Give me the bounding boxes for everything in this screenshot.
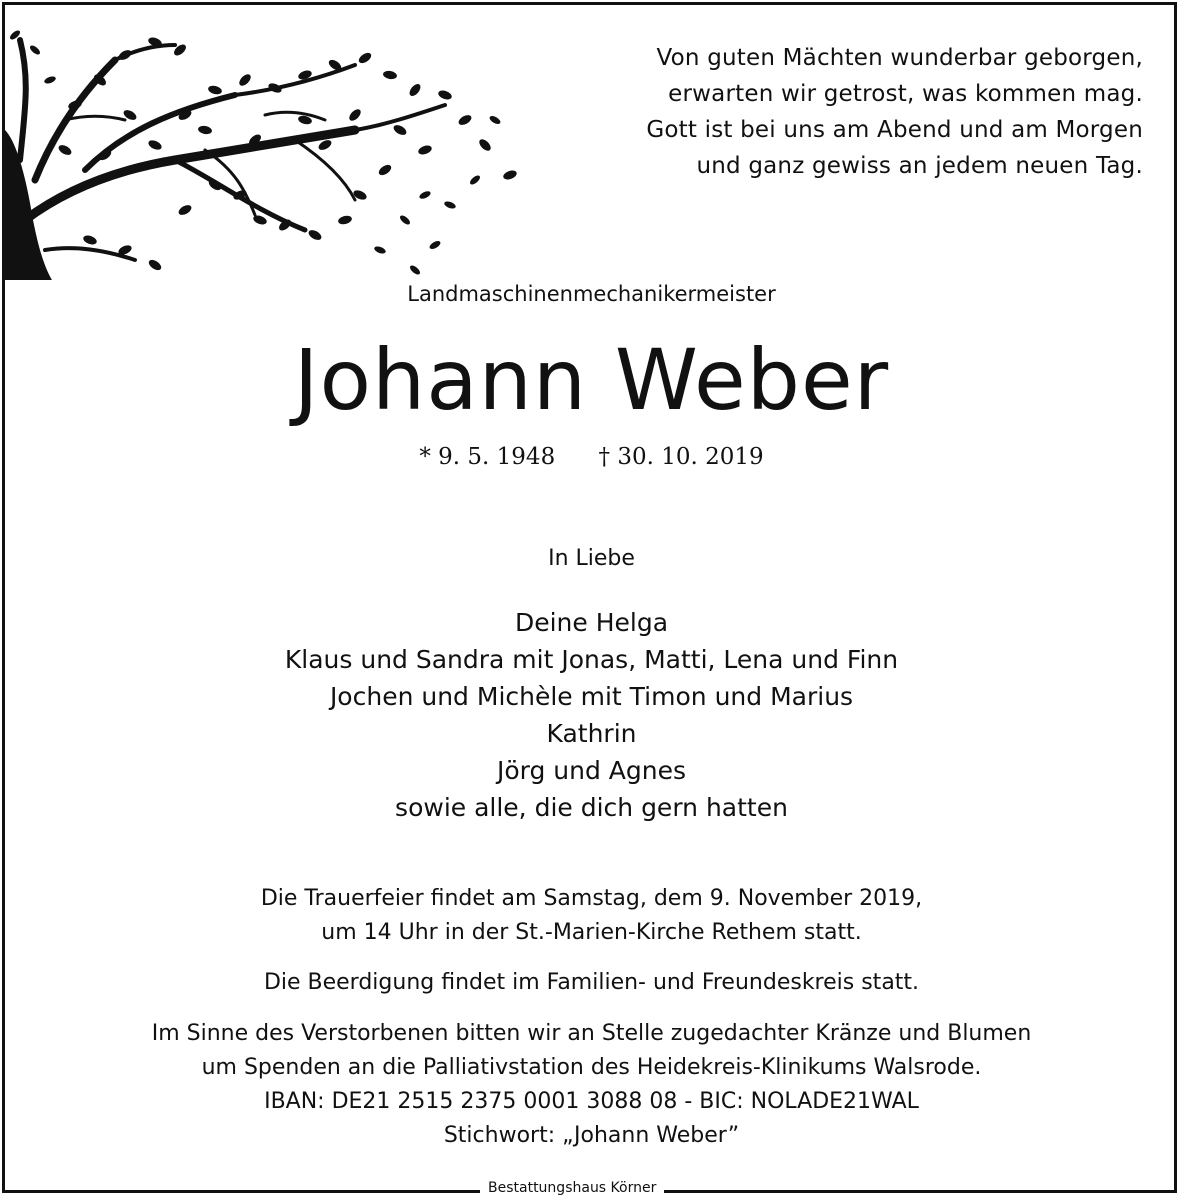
family-line: Kathrin: [546, 719, 637, 748]
donation-info: [0, 1017, 1183, 1153]
poem-line: erwarten wir getrost, was kommen mag.: [668, 81, 1143, 107]
poem-line: und ganz gewiss an jedem neuen Tag.: [696, 153, 1143, 179]
birth-date: * 9. 5. 1948: [419, 444, 556, 470]
funeral-home-label: Bestattungshaus Körner: [480, 1180, 664, 1196]
donation-line: Im Sinne des Verstorbenen bitten wir an Stelle zugedachter Kränze und Blumen: [151, 1021, 1032, 1046]
family-line: Jörg und Agnes: [496, 756, 687, 785]
funeral-info: [0, 882, 1183, 950]
tree-branch-icon: [5, 20, 525, 280]
family-line: Klaus und Sandra mit Jonas, Matti, Lena und Finn: [284, 645, 899, 674]
family-line: Jochen und Michèle mit Timon und Marius: [329, 682, 854, 711]
deceased-name: Johann Weber: [293, 331, 890, 429]
family-line: Deine Helga: [514, 608, 669, 637]
donation-line: um Spenden an die Palliativstation des Heidekreis-Klinikums Walsrode.: [201, 1055, 982, 1080]
profession: Landmaschinenmechanikermeister: [407, 282, 776, 306]
death-date: † 30. 10. 2019: [598, 444, 764, 470]
poem-line: Gott ist bei uns am Abend und am Morgen: [646, 117, 1143, 143]
iban-line: IBAN: DE21 2515 2375 0001 3088 08 - BIC: NOLADE21WAL: [264, 1089, 919, 1114]
funeral-line: um 14 Uhr in der St.-Marien-Kirche Rethem statt.: [321, 920, 862, 945]
family-line: sowie alle, die dich gern hatten: [395, 793, 788, 822]
burial-info: Die Beerdigung findet im Familien- und Freundeskreis statt.: [263, 970, 920, 995]
greeting: In Liebe: [548, 546, 635, 571]
poem: [646, 40, 1143, 184]
keyword-line: Stichwort: „Johann Weber”: [443, 1123, 740, 1148]
funeral-line: Die Trauerfeier findet am Samstag, dem 9. November 2019,: [260, 886, 923, 911]
poem-line: Von guten Mächten wunderbar geborgen,: [656, 45, 1143, 71]
family-list: [0, 604, 1183, 826]
life-dates: [0, 444, 1183, 470]
